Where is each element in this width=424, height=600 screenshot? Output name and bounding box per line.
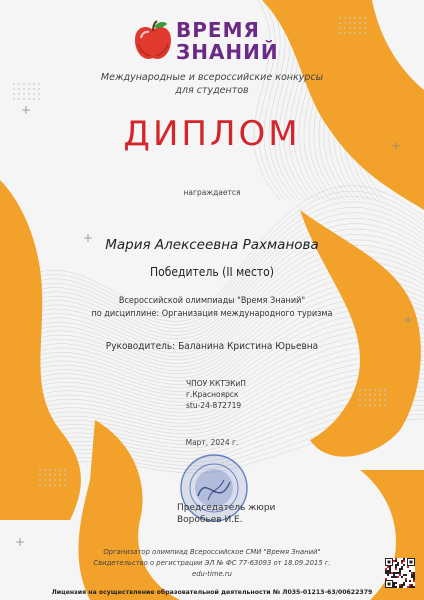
award-place: Победитель (II место) bbox=[150, 265, 274, 279]
qr-code-icon bbox=[385, 558, 415, 588]
round-stamp-icon bbox=[178, 452, 250, 524]
awarded-label: награждается bbox=[183, 188, 241, 197]
olympiad-line2: по дисциплине: Организация международного туризма bbox=[91, 309, 333, 319]
olympiad-line1: Всероссийской олимпиады "Время Знаний" bbox=[118, 296, 306, 306]
subtitle-line2: для студентов bbox=[175, 85, 249, 96]
diploma-code: stu-24-872719 bbox=[186, 401, 242, 410]
ribbon-top-right bbox=[262, 0, 424, 210]
footer-registration: Свидетельство о регистрации ЭЛ № ФС 77-63093 от 18.09.2015 г. bbox=[93, 559, 331, 567]
diploma-title: ДИПЛОМ bbox=[123, 114, 301, 154]
jury-chair-name: Воробьев И.Е. bbox=[177, 515, 243, 525]
organization-city: г.Красноярск bbox=[186, 390, 239, 399]
supervisor: Руководитель: Баланина Кристина Юрьевна bbox=[105, 341, 319, 352]
logo-text-line1: ВРЕМЯ bbox=[176, 18, 260, 42]
jury-chair-label: Председатель жюри bbox=[177, 503, 276, 513]
organization-name: ЧПОУ ККТЭКиП bbox=[186, 379, 246, 388]
logo-text-line2: ЗНАНИЙ bbox=[176, 40, 279, 64]
issue-date: Март, 2024 г. bbox=[185, 438, 239, 447]
footer-license: Лицензия на осуществление образовательной деятельности № Л035-01213-63/00622379 bbox=[51, 589, 373, 596]
subtitle-line1: Международные и всероссийские конкурсы bbox=[100, 72, 324, 83]
apple-logo-icon bbox=[130, 18, 176, 64]
footer-organizer: Организатор олимпиад Всероссийское СМИ "Время Знаний" bbox=[103, 548, 321, 556]
recipient-name: Мария Алексеевна Рахманова bbox=[105, 237, 319, 253]
footer-website: edu-time.ru bbox=[192, 570, 232, 578]
